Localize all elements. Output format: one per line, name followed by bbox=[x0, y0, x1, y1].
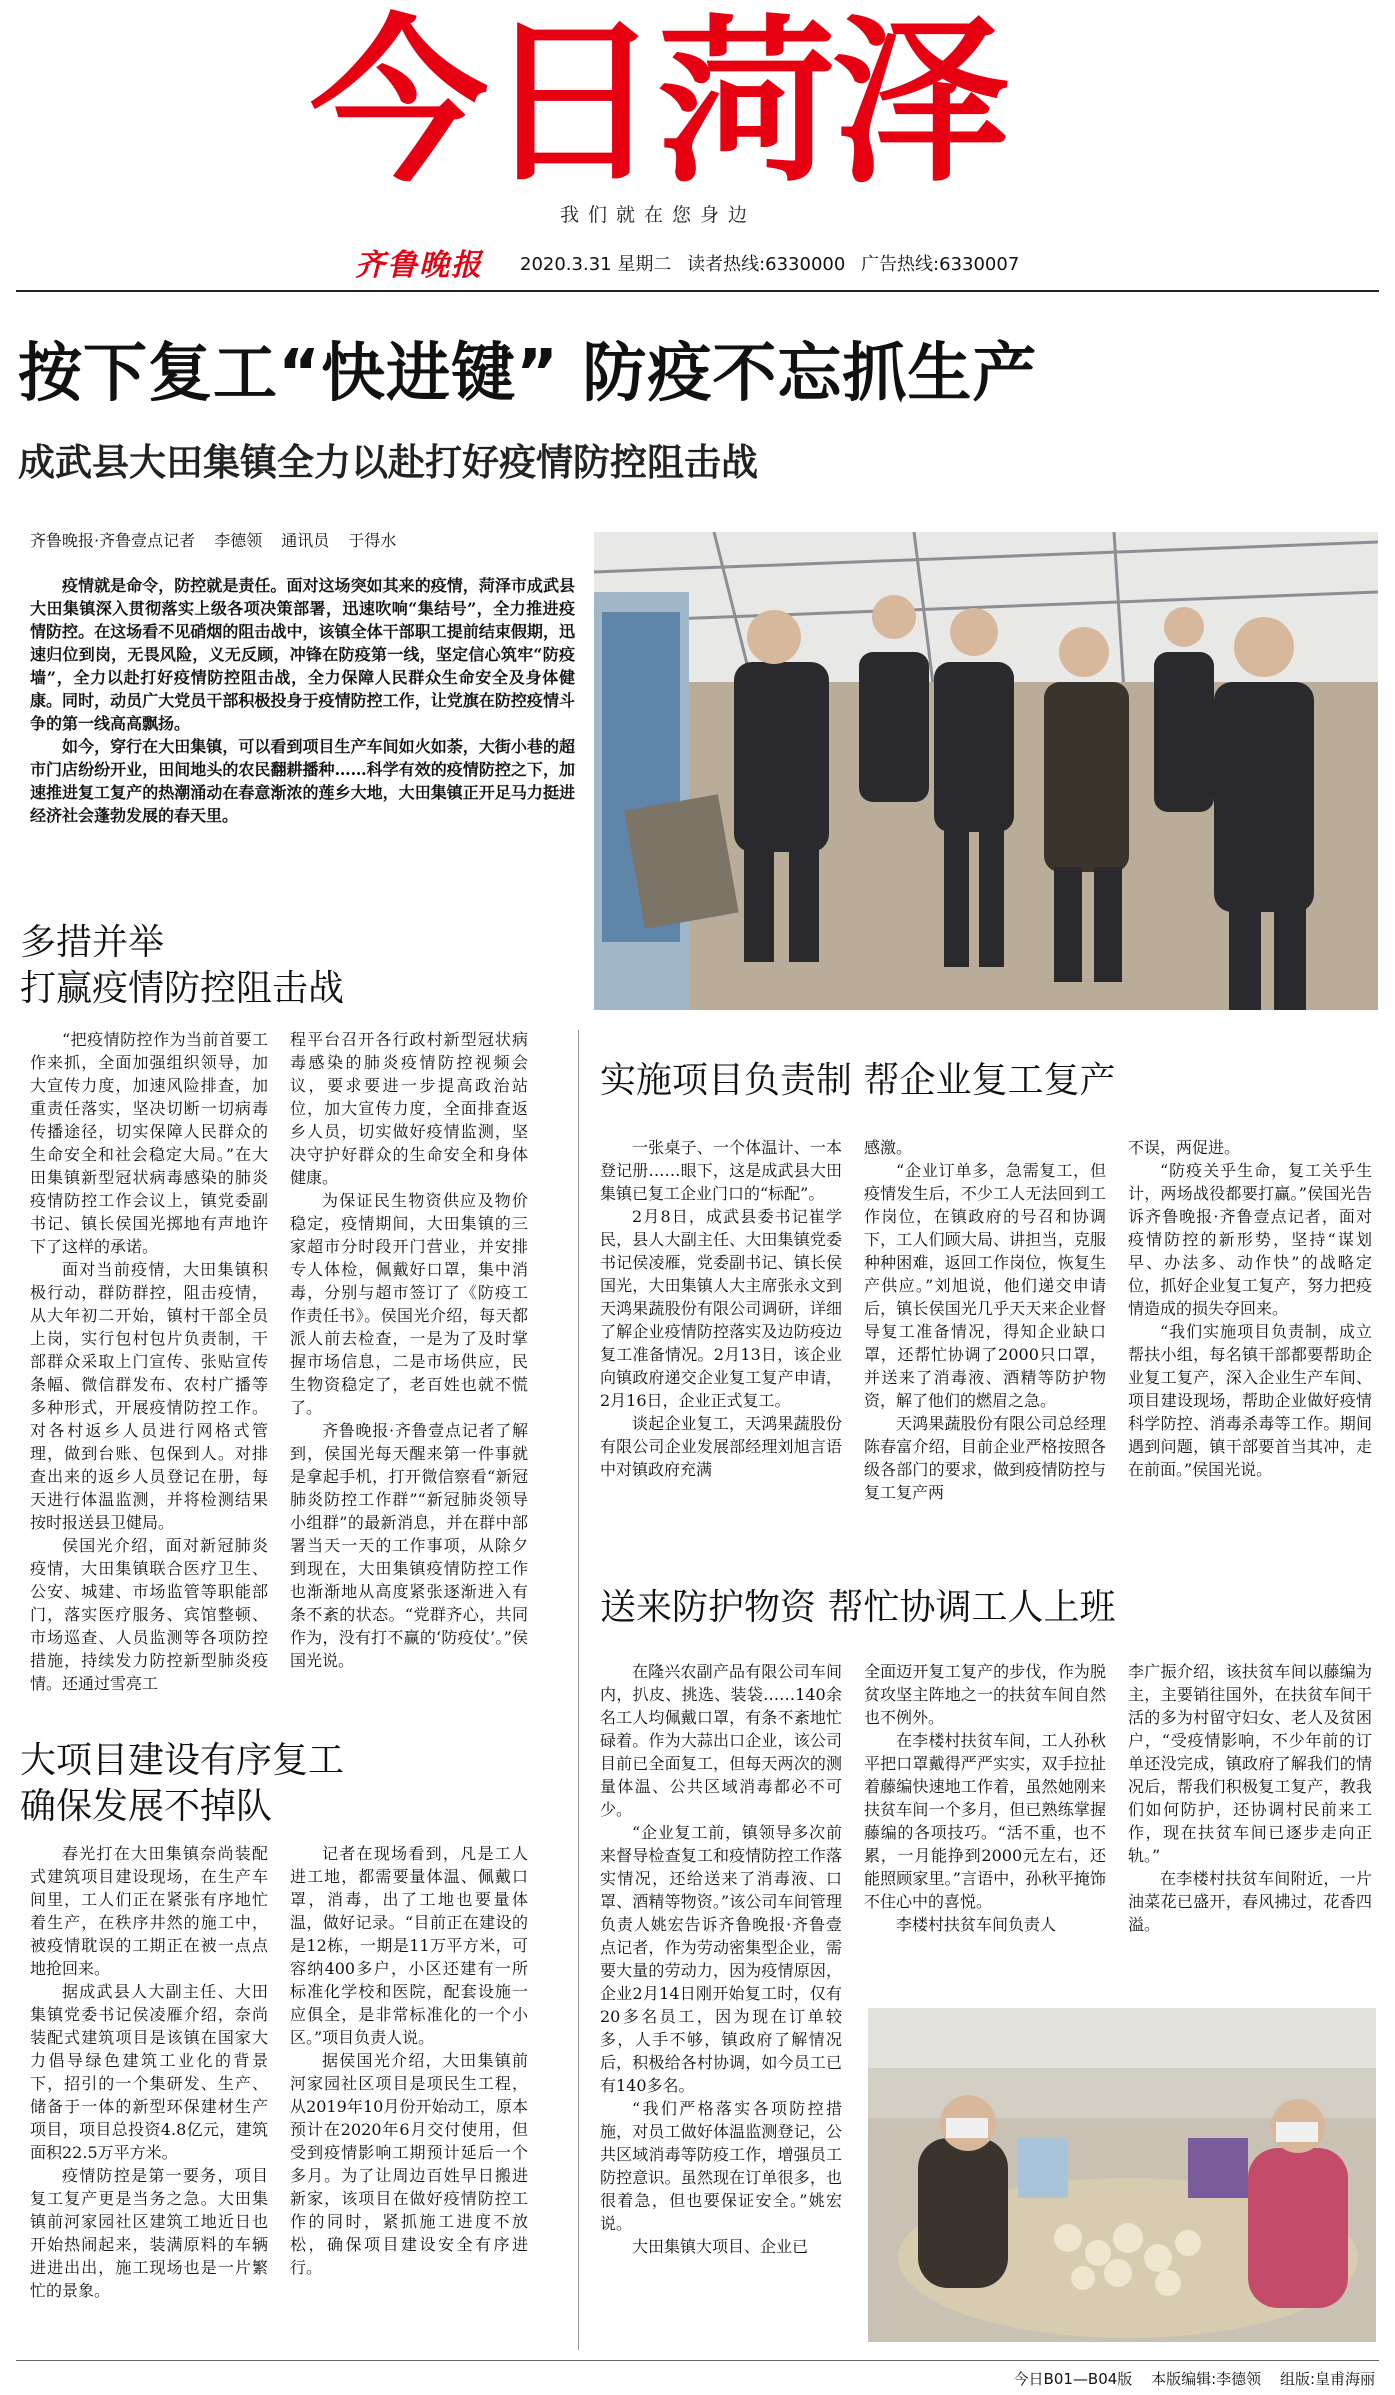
lead-paragraph: 疫情就是命令，防控就是责任。面对这场突如其来的疫情，菏泽市成武县大田集镇深入贯彻落实上级各项决策部署，迅速吹响“集结号”，全力推进疫情防控。在这场看不见硝烟的阻击战中，该镇全体干部职工提前结束假期，迅速归位到岗，无畏风险，义无反顾，冲锋在防疫第一线，坚定信心筑牢“防疫墙”，全力以赴打好疫情防控阻击战，全力保障人民群众生命安全及身体健康。同时，动员广大党员干部积极投身于疫情防控工作，让党旗在防控疫情斗争的第一线高高飘扬。 bbox=[30, 576, 575, 733]
article-paragraph: “企业复工前，镇领导多次前来督导检查复工和疫情防控工作落实情况，还给送来了消毒液、口罩、酒精等物资。”该公司车间管理负责人姚宏告诉齐鲁晚报·齐鲁壹点记者，作为劳动密集型企业，需要大量的劳动力，因为疫情原因，企业2月14日刚开始复工时，仅有20多名员工，因为现在订单较多，人手不够，镇政府了解情况后，积极给各村协调，如今员工已有140多名。 bbox=[600, 1823, 842, 2095]
section4-column-1 bbox=[600, 1660, 842, 2258]
article-paragraph: 为保证民生物资供应及物价稳定，疫情期间，大田集镇的三家超市分时段开门营业，并安排专人体检，佩戴好口罩，集中消毒，分别与超市签订了《防疫工作责任书》。侯国光介绍，每天都派人前去检查，一是为了及时掌握市场信息，二是市场供应，民生物资稳定了，老百姓也就不慌了。 bbox=[290, 1191, 528, 1417]
section2-column-2 bbox=[290, 1842, 528, 2279]
article-paragraph: “我们实施项目负责制，成立帮扶小组，每名镇干部都要帮助企业复工复产，深入企业生产车间、项目建设现场，帮助企业做好疫情科学防控、消毒杀毒等工作。期间遇到问题，镇干部要首当其冲，走在前面。”侯国光说。 bbox=[1128, 1322, 1372, 1479]
article-paragraph: 据侯国光介绍，大田集镇前河家园社区项目是项民生工程，从2019年10月份开始动工，原本预计在2020年6月交付使用，但受到疫情影响工期预计延后一个多月。为了让周边百姓早日搬进新家，该项目在做好疫情防控工作的同时，紧抓施工进度不放松，确保项目建设安全有序进行。 bbox=[290, 2051, 528, 2277]
article-paragraph: 在李楼村扶贫车间，工人孙秋平把口罩戴得严严实实，双手拉扯着藤编快速地工作着，虽然她刚来扶贫车间一个多月，但已熟练掌握藤编的各项技巧。“活不重，也不累，一月能挣到2000元左右，还能照顾家里。”言语中，孙秋平掩饰不住心中的喜悦。 bbox=[864, 1731, 1106, 1911]
masthead-title: 今日菏泽 bbox=[310, 0, 1006, 206]
section2-title bbox=[20, 1738, 344, 1830]
section2-title-line1: 大项目建设有序复工 bbox=[20, 1740, 345, 1781]
section4-column-3 bbox=[1128, 1660, 1372, 1936]
section3-column-2 bbox=[864, 1136, 1106, 1504]
article-paragraph: 面对当前疫情，大田集镇积极行动，群防群控，阻击疫情，从大年初二开始，镇村干部全员上岗，实行包村包片负责制，干部群众采取上门宣传、张贴宣传条幅、微信群发布、农村广播等多种形式，开展疫情防控工作。对各村返乡人员进行网格式管理，做到台账、包保到人。对排查出来的返乡人员登记在册，每天进行体温监测，并将检测结果按时报送县卫健局。 bbox=[30, 1260, 268, 1532]
masthead-divider bbox=[16, 290, 1379, 292]
headline: 按下复工“快进键” 防疫不忘抓生产 bbox=[18, 337, 1038, 411]
section2-column-1 bbox=[30, 1842, 268, 2302]
byline-agency: 齐鲁晚报·齐鲁壹点记者 bbox=[30, 531, 196, 550]
article-paragraph: 大田集镇大项目、企业已 bbox=[632, 2237, 809, 2256]
section1-column-1 bbox=[30, 1028, 268, 1695]
article-paragraph: 疫情防控是第一要务，项目复工复产更是当务之急。大田集镇前河家园社区建筑工地近日也开始热闹起来，装满原料的车辆进进出出，施工现场也是一片繁忙的景象。 bbox=[30, 2166, 268, 2300]
article-paragraph: “我们严格落实各项防控措施，对员工做好体温监测登记，公共区域消毒等防疫工作，增强员工防控意识。虽然现在订单很多，也很着急，但也要保证安全。”姚宏说。 bbox=[600, 2099, 842, 2233]
column-divider bbox=[578, 1030, 579, 2350]
byline-role: 通讯员 bbox=[281, 531, 330, 550]
article-paragraph: 记者在现场看到，凡是工人进工地，都需要量体温、佩戴口罩，消毒，出了工地也要量体温，做好记录。“目前正在建设的是12栋，一期是11万平方米，可容纳400多户，小区还建有一所标准化学校和医院，配套设施一应俱全，是非常标准化的一个小区。”项目负责人说。 bbox=[290, 1844, 528, 2047]
article-paragraph: 春光打在大田集镇奈尚装配式建筑项目建设现场，在生产车间里，工人们正在紧张有序地忙着生产，在秩序井然的施工中，被疫情耽误的工期正在被一点点地抢回来。 bbox=[30, 1844, 268, 1978]
lead-paragraphs bbox=[30, 574, 575, 827]
masthead bbox=[0, 0, 1395, 300]
section3-column-1 bbox=[600, 1136, 842, 1481]
ad-hotline: 广告热线:6330007 bbox=[861, 254, 1020, 275]
reader-hotline: 读者热线:6330000 bbox=[687, 254, 846, 275]
workshop-photo bbox=[868, 2008, 1376, 2342]
article-paragraph: “把疫情防控作为当前首要工作来抓，全面加强组织领导，加大宣传力度，加速风险排查，加重责任落实，坚决切断一切病毒传播途径，切实保障人民群众的生命安全和社会稳定大局。”在大田集镇新型冠状病毒感染的肺炎疫情防控工作会议上，镇党委副书记、镇长侯国光掷地有声地许下了这样的承诺。 bbox=[30, 1030, 268, 1256]
brand-logo: 齐鲁晚报 bbox=[355, 248, 483, 283]
section4-title: 送来防护物资 帮忙协调工人上班 bbox=[600, 1587, 1116, 1628]
article-paragraph: 侯国光介绍，面对新冠肺炎疫情，大田集镇联合医疗卫生、公安、城建、市场监管等职能部门，落实医疗服务、宾馆整顿、市场巡查、人员监测等各项防控措施，持续发力防控新型肺炎疫情。还通过雪亮工 bbox=[30, 1536, 268, 1693]
footer-editor: 本版编辑:李德领 bbox=[1151, 2370, 1262, 2388]
article-paragraph: 谈起企业复工，天鸿果蔬股份有限公司企业发展部经理刘旭言语中对镇政府充满 bbox=[600, 1414, 842, 1479]
section3-title: 实施项目负责制 帮企业复工复产 bbox=[600, 1060, 1116, 1101]
article-paragraph: 据成武县人大副主任、大田集镇党委书记侯凌雁介绍，奈尚装配式建筑项目是该镇在国家大力倡导绿色建筑工业化的背景下，招引的一个集研发、生产、储备于一体的新型环保建材生产项目，项目总投资4.8亿元，建筑面积22.5万平方米。 bbox=[30, 1982, 268, 2162]
article-paragraph: 李广振介绍，该扶贫车间以藤编为主，主要销往国外，在扶贫车间干活的多为村留守妇女、老人及贫困户，“受疫情影响，不少年前的订单还没完成，镇政府了解我们的情况后，帮我们积极复工复产，教我们如何防护，还协调村民前来工作，现在扶贫车间已逐步走向正轨。” bbox=[1128, 1662, 1372, 1865]
byline-correspondent: 于得水 bbox=[348, 531, 397, 550]
article-paragraph: 一张桌子、一个体温计、一本登记册……眼下，这是成武县大田集镇已复工企业门口的“标配”。 bbox=[600, 1138, 842, 1203]
issue-info bbox=[520, 250, 1029, 276]
byline bbox=[30, 528, 410, 551]
lead-paragraph: 如今，穿行在大田集镇，可以看到项目生产车间如火如荼，大街小巷的超市门店纷纷开业，田间地头的农民翻耕播种……科学有效的疫情防控之下，加速推进复工复产的热潮涌动在春意渐浓的莲乡大地，大田集镇正开足马力挺进经济社会蓬勃发展的春天里。 bbox=[30, 737, 575, 825]
masthead-slogan: 我们就在您身边 bbox=[560, 204, 757, 226]
article-paragraph: 在隆兴农副产品有限公司车间内，扒皮、挑选、装袋……140余名工人均佩戴口罩，有条不紊地忙碌着。作为大蒜出口企业，该公司目前已全面复工，但每天两次的测量体温、公共区域消毒都必不可少。 bbox=[600, 1662, 842, 1819]
section1-title-line2: 打赢疫情防控阻击战 bbox=[20, 968, 345, 1009]
section2-title-line2: 确保发展不掉队 bbox=[20, 1786, 273, 1827]
issue-date: 2020.3.31 星期二 bbox=[520, 254, 672, 275]
article-paragraph: 全面迈开复工复产的步伐，作为脱贫攻坚主阵地之一的扶贫车间自然也不例外。 bbox=[864, 1662, 1106, 1727]
subheadline: 成武县大田集镇全力以赴打好疫情防控阻击战 bbox=[18, 441, 758, 484]
inspection-photo bbox=[594, 532, 1378, 1010]
article-paragraph: 不误，两促进。 bbox=[1128, 1138, 1241, 1157]
section4-column-2 bbox=[864, 1660, 1106, 1936]
article-paragraph: 2月8日，成武县委书记崔学民，县人大副主任、大田集镇党委书记侯凌雁，党委副书记、镇长侯国光，大田集镇人大主席张永文到天鸿果蔬股份有限公司调研，详细了解企业疫情防控落实及边防疫边复工准备情况。2月13日，该企业向镇政府递交企业复工复产申请，2月16日，企业正式复工。 bbox=[600, 1207, 842, 1410]
footer-divider bbox=[16, 2360, 1379, 2361]
article-paragraph: “防疫关乎生命，复工关乎生计，两场战役都要打赢。”侯国光告诉齐鲁晚报·齐鲁壹点记者，面对疫情防控的新形势，坚持“谋划早、办法多、动作快”的战略定位，抓好企业复工复产，努力把疫情造成的损失夺回来。 bbox=[1128, 1161, 1372, 1318]
section3-column-3 bbox=[1128, 1136, 1372, 1481]
footer-layout: 组版:皇甫海丽 bbox=[1279, 2370, 1375, 2388]
page-footer bbox=[1000, 2368, 1375, 2389]
article-paragraph: 齐鲁晚报·齐鲁壹点记者了解到，侯国光每天醒来第一件事就是拿起手机，打开微信察看“新冠肺炎防控工作群”“新冠肺炎领导小组群”的最新消息，并在群中部署当天一天的工作事项，从除夕到现在，大田集镇疫情防控工作也渐渐地从高度紧张逐渐进入有条不紊的状态。“党群齐心，共同作为，没有打不赢的‘防疫仗’。”侯国光说。 bbox=[290, 1421, 528, 1670]
article-paragraph: “企业订单多，急需复工，但疫情发生后，不少工人无法回到工作岗位，在镇政府的号召和协调下，工人们顾大局、讲担当，克服种种困难，返回工作岗位，恢复生产供应。”刘旭说，他们递交申请后，镇长侯国光几乎天天来企业督导复工准备情况，得知企业缺口罩，还帮忙协调了2000只口罩，并送来了消毒液、酒精等防护物资，解了他们的燃眉之急。 bbox=[864, 1161, 1106, 1410]
footer-pages: 今日B01—B04版 bbox=[1013, 2370, 1133, 2388]
article-paragraph: 程平台召开各行政村新型冠状病毒感染的肺炎疫情防控视频会议，要求要进一步提高政治站位，加大宣传力度，全面排查返乡人员，切实做好疫情监测，坚决守护好群众的生命安全和身体健康。 bbox=[290, 1030, 528, 1187]
section1-title-line1: 多措并举 bbox=[20, 922, 165, 963]
article-paragraph: 在李楼村扶贫车间附近，一片油菜花已盛开，春风拂过，花香四溢。 bbox=[1128, 1869, 1372, 1934]
article-paragraph: 天鸿果蔬股份有限公司总经理陈春富介绍，目前企业严格按照各级各部门的要求，做到疫情防控与复工复产两 bbox=[864, 1414, 1106, 1502]
article-paragraph: 感激。 bbox=[864, 1138, 913, 1157]
article-paragraph: 李楼村扶贫车间负责人 bbox=[896, 1915, 1057, 1934]
section1-title bbox=[20, 920, 344, 1012]
section1-column-2 bbox=[290, 1028, 528, 1672]
byline-reporter: 李德领 bbox=[214, 531, 263, 550]
